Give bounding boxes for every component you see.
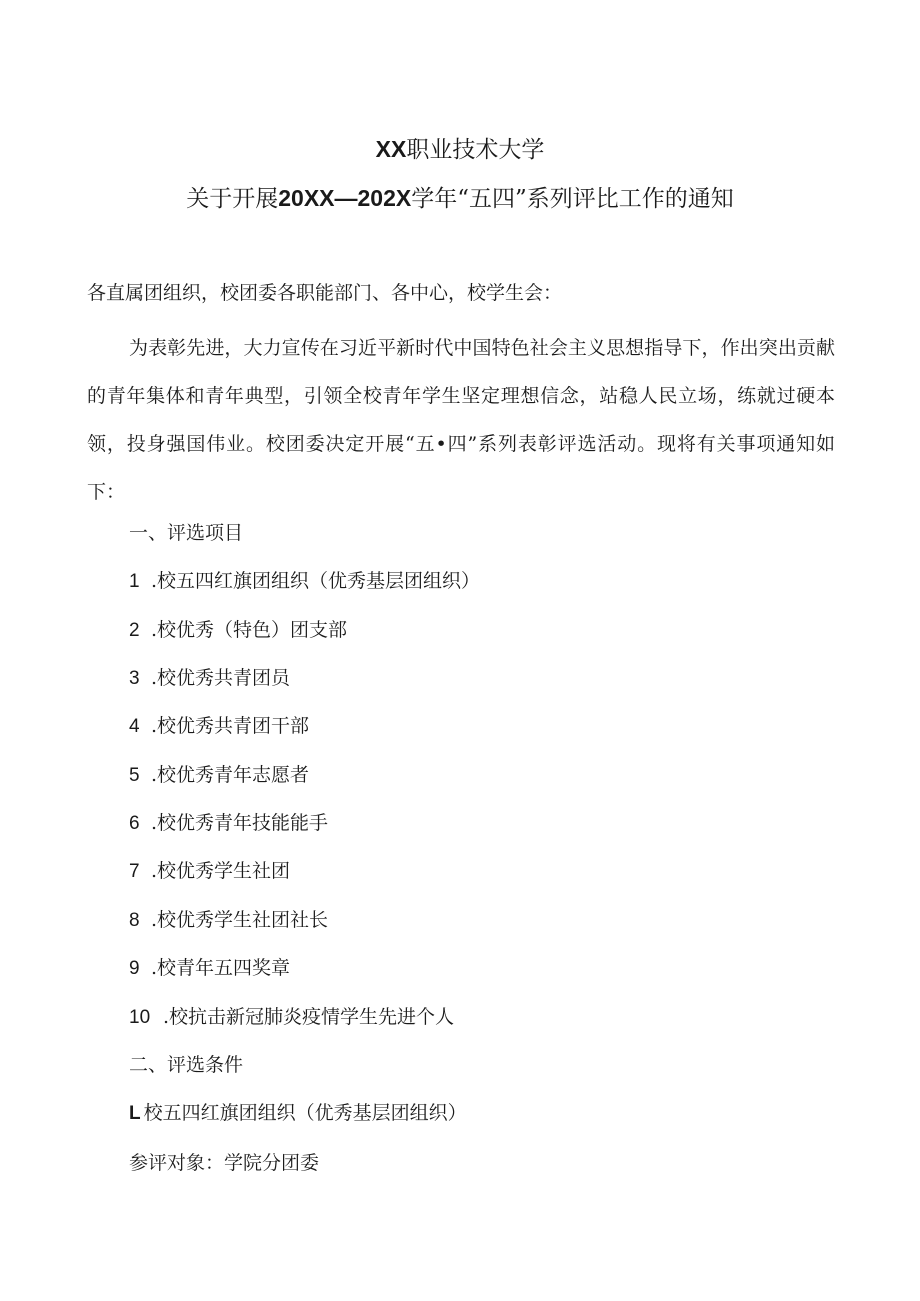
- salutation: 各直属团组织，校团委各职能部门、各中心，校学生会：: [87, 282, 563, 304]
- list-item-number: 7: [129, 861, 140, 882]
- list-item-number: 1: [129, 571, 140, 592]
- list-item-number: 6: [129, 813, 140, 834]
- title-school-name: 职业技术大学: [406, 137, 545, 163]
- list-item-text: .校青年五四奖章: [151, 957, 291, 979]
- list-item-text: .校抗击新冠肺炎疫情学生先进个人: [163, 1006, 455, 1028]
- list-item: [129, 905, 328, 936]
- list-item-number: 9: [129, 958, 140, 979]
- list-item-text: .校优秀共青团员: [151, 667, 291, 689]
- list-item: [129, 953, 290, 984]
- subtitle-suffix: 学年“五四”系列评比工作的通知: [411, 186, 734, 212]
- list-item-text: .校优秀学生社团: [151, 860, 291, 882]
- subtitle-year: 20XX—202X: [278, 185, 412, 211]
- document-title: [0, 134, 920, 165]
- list-item: [129, 615, 347, 646]
- list-item-text: .校优秀共青团干部: [151, 715, 310, 737]
- list-item-number: 4: [129, 716, 140, 737]
- list-item: [129, 1002, 454, 1033]
- list-item-number: 8: [129, 910, 140, 931]
- section-heading-conditions: 二、评选条件: [129, 1054, 244, 1076]
- intro-paragraph: 为表彰先进，大力宣传在习近平新时代中国特色社会主义思想指导下，作出突出贡献的青年集体和青年典型，引领全校青年学生坚定理想信念，站稳人民立场，练就过硬本领，投身强国伟业。校团委决定开展“五•四”系列表彰评选活动。现将有关事项通知如下：: [87, 337, 835, 503]
- list-item-number: 10: [129, 1007, 151, 1028]
- list-item: [129, 808, 328, 839]
- condition-heading-text: 校五四红旗团组织（优秀基层团组织）: [143, 1102, 467, 1124]
- list-item-number: 5: [129, 765, 140, 786]
- list-item-number: 3: [129, 668, 140, 689]
- participants-line: 参评对象：学院分团委: [129, 1152, 320, 1174]
- subtitle-prefix: 关于开展: [186, 186, 279, 212]
- list-item: [129, 663, 290, 694]
- list-item-text: .校五四红旗团组织（优秀基层团组织）: [151, 570, 481, 592]
- title-school-code: XX: [375, 136, 407, 162]
- list-item: [129, 856, 290, 887]
- document-subtitle: [0, 183, 920, 214]
- condition-lead-letter: L: [129, 1103, 141, 1124]
- condition-heading: [129, 1098, 467, 1129]
- list-item-text: .校优秀（特色）团支部: [151, 619, 348, 641]
- list-item-text: .校优秀学生社团社长: [151, 909, 329, 931]
- list-item: [129, 760, 309, 791]
- list-item-text: .校优秀青年技能能手: [151, 812, 329, 834]
- list-item-number: 2: [129, 620, 140, 641]
- list-item: [129, 566, 480, 597]
- list-item: [129, 711, 309, 742]
- list-item-text: .校优秀青年志愿者: [151, 764, 310, 786]
- section-heading-items: 一、评选项目: [129, 522, 244, 544]
